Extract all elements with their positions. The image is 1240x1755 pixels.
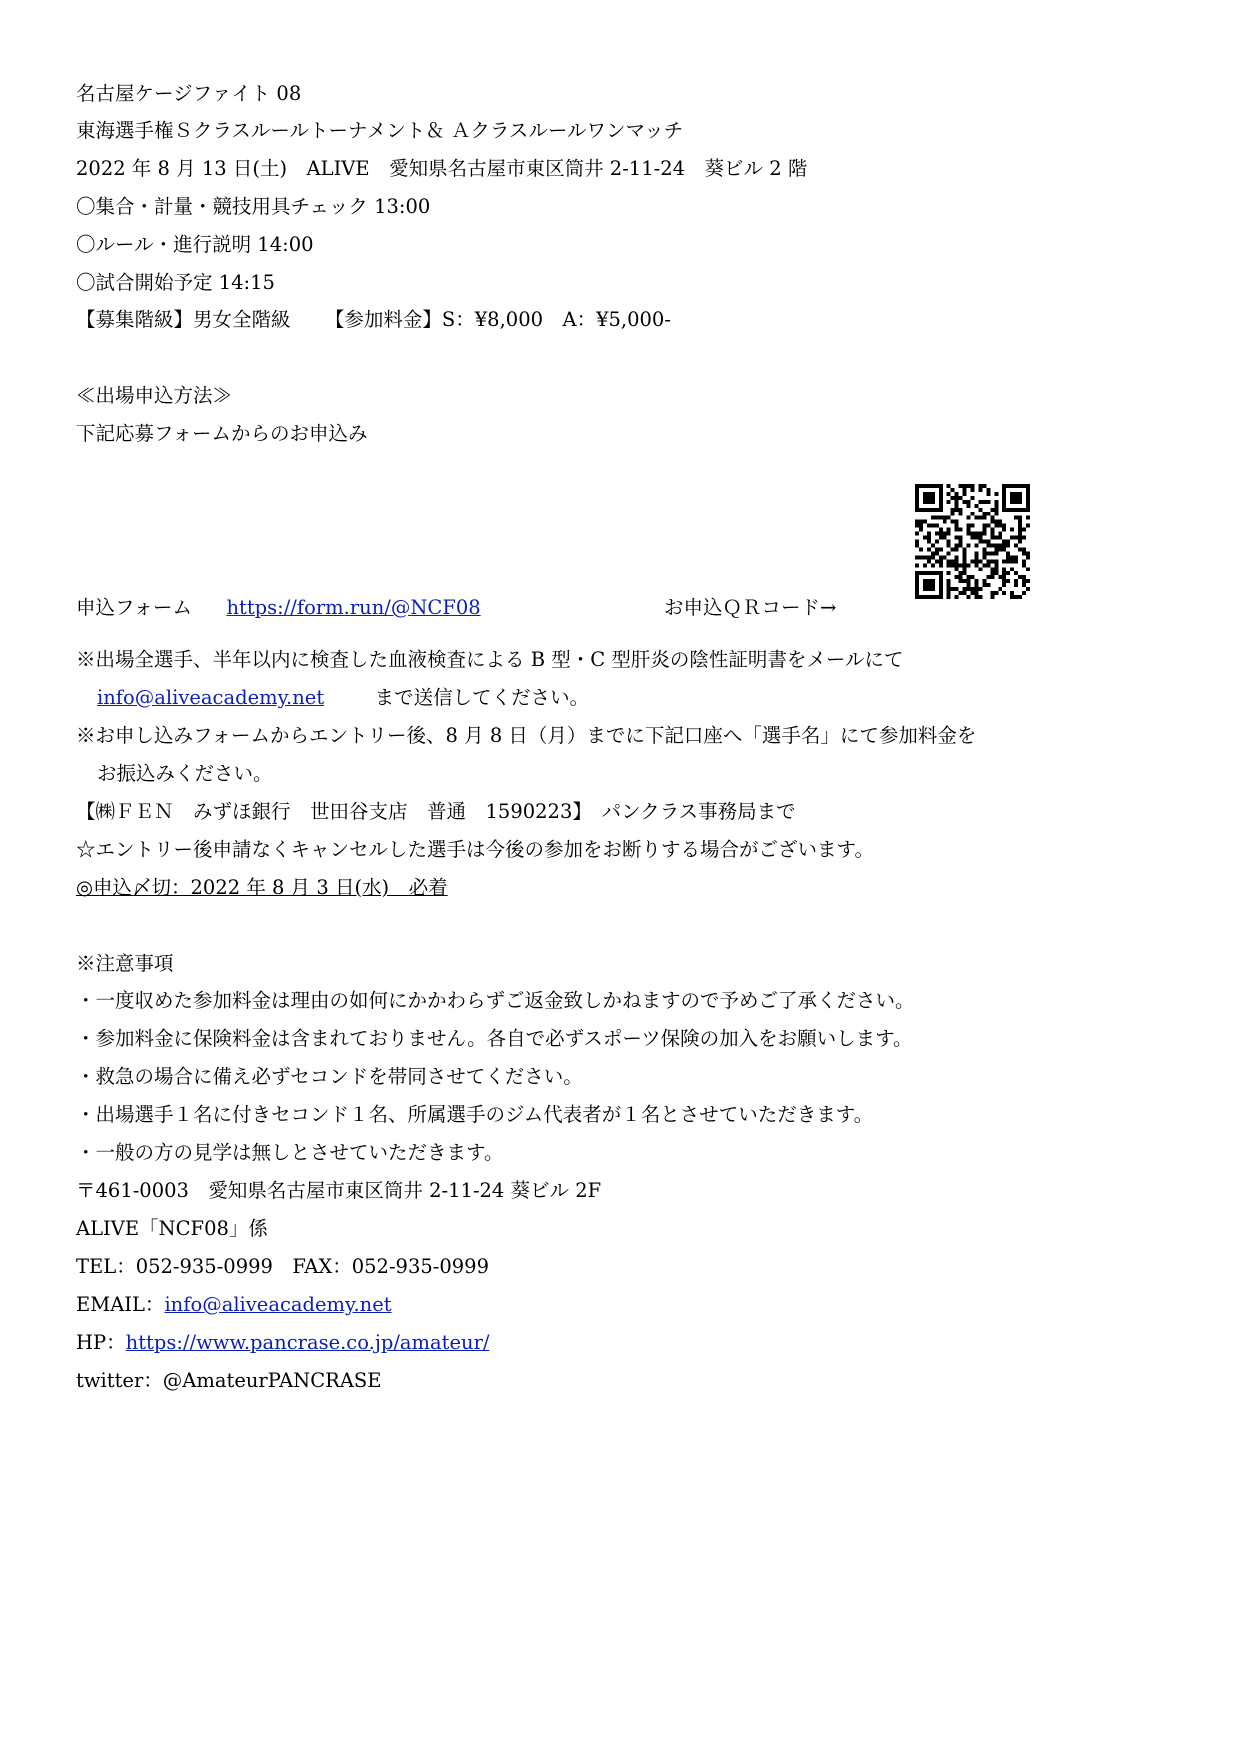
payment-notice: ※お申し込みフォームからエントリー後、8 月 8 日（月）までに下記口座へ「選手名」にて参加料金を <box>76 724 977 747</box>
recruit-fee-line <box>76 307 671 333</box>
entry-fee: 【参加料金】S：¥8,000 A：¥5,000- <box>324 308 671 331</box>
schedule-item-checkin: 〇集合・計量・競技用具チェック 13:00 <box>76 195 431 218</box>
event-subtitle: 東海選手権Ｓクラスルールトーナメント＆ Ａクラスルールワンマッチ <box>76 119 684 142</box>
caution-item: ・一般の方の見学は無しとさせていただきます。 <box>76 1141 504 1164</box>
application-heading: ≪出場申込方法≫ <box>76 384 233 407</box>
contact-email-link[interactable]: info@aliveacademy.net <box>164 1293 392 1316</box>
contact-hp-line <box>76 1330 490 1356</box>
event-title: 名古屋ケージファイト 08 <box>76 82 302 105</box>
qr-code-label: お申込ＱＲコード→ <box>664 596 837 619</box>
qr-code-icon[interactable] <box>915 484 1030 599</box>
form-label: 申込フォーム <box>76 596 193 619</box>
bank-account: 【㈱ＦＥＮ みずほ銀行 世田谷支店 普通 1590223】 パンクラス事務局まで <box>76 800 796 823</box>
caution-item: ・救急の場合に備え必ずセコンドを帯同させてください。 <box>76 1065 583 1088</box>
blood-test-notice-cont <box>97 685 589 711</box>
deadline: ◎申込〆切：2022 年 8 月 3 日(水) 必着 <box>76 876 448 899</box>
caution-item: ・参加料金に保険料金は含まれておりません。各自で必ずスポーツ保険の加入をお願いします。 <box>76 1027 913 1050</box>
contact-office: ALIVE「NCF08」係 <box>76 1217 268 1240</box>
contact-address: 〒461-0003 愛知県名古屋市東区筒井 2-11-24 葵ビル 2F <box>76 1179 602 1202</box>
cautions-heading: ※注意事項 <box>76 952 174 975</box>
contact-email-line <box>76 1292 392 1318</box>
blood-test-notice: ※出場全選手、半年以内に検査した血液検査による B 型・C 型肝炎の陰性証明書をメールにて <box>76 648 904 671</box>
contact-hp-label: HP： <box>76 1331 126 1354</box>
blood-test-email-link[interactable]: info@aliveacademy.net <box>97 686 325 709</box>
contact-twitter: twitter：@AmateurPANCRASE <box>76 1369 382 1392</box>
application-instruction: 下記応募フォームからのお申込み <box>76 422 368 445</box>
recruit-classes: 【募集階級】男女全階級 <box>76 308 291 331</box>
blood-test-send-text: まで送信してください。 <box>374 686 590 709</box>
payment-notice-cont: お振込みください。 <box>97 762 273 785</box>
cancel-policy: ☆エントリー後申請なくキャンセルした選手は今後の参加をお断りする場合がございます。 <box>76 838 874 861</box>
contact-hp-link[interactable]: https://www.pancrase.co.jp/amateur/ <box>125 1331 490 1354</box>
event-date-venue: 2022 年 8 月 13 日(土) ALIVE 愛知県名古屋市東区筒井 2-11-24 葵ビル 2 階 <box>76 157 808 180</box>
form-url-link[interactable]: https://form.run/@NCF08 <box>226 596 481 619</box>
caution-item: ・一度収めた参加料金は理由の如何にかかわらずご返金致しかねますので予めご了承ください。 <box>76 989 915 1012</box>
form-line <box>76 595 481 621</box>
contact-email-label: EMAIL： <box>76 1293 165 1316</box>
contact-phone: TEL：052-935-0999 FAX：052-935-0999 <box>76 1255 489 1278</box>
schedule-item-start: 〇試合開始予定 14:15 <box>76 271 275 294</box>
schedule-item-rules: 〇ルール・進行説明 14:00 <box>76 233 314 256</box>
caution-item: ・出場選手１名に付きセコンド１名、所属選手のジム代表者が１名とさせていただきます。 <box>76 1103 874 1126</box>
